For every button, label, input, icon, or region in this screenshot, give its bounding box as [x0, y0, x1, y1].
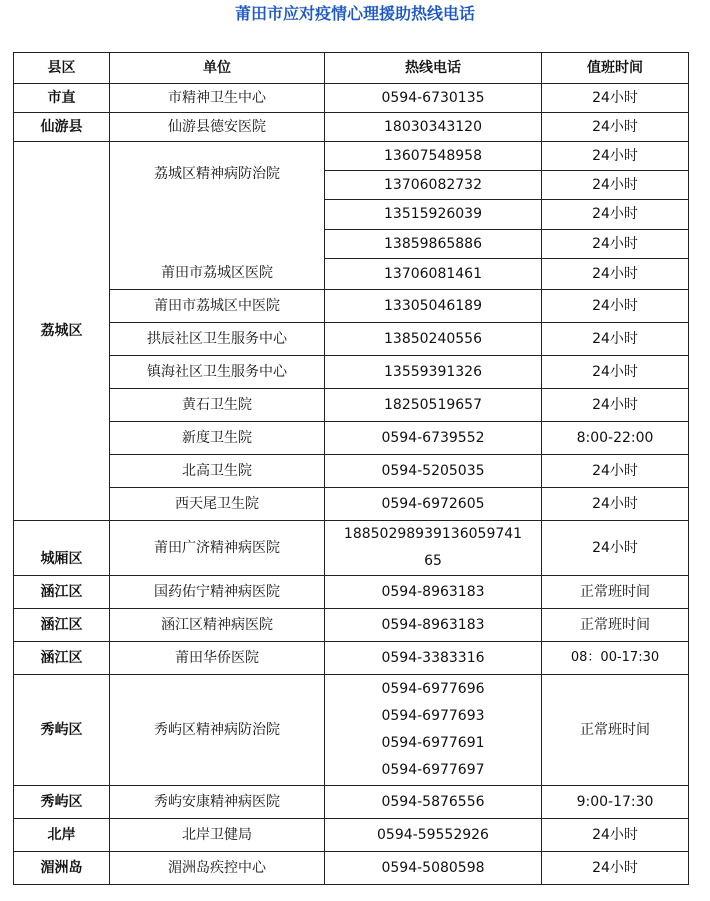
- unit-cell: 黄石卫生院: [110, 389, 325, 422]
- phone-cell: 18250519657: [325, 389, 542, 422]
- table-row: [14, 455, 689, 488]
- time-cell: 24小时: [542, 819, 689, 852]
- time-cell: 24小时: [542, 229, 689, 258]
- table-row: [14, 609, 689, 642]
- unit-cell: 莆田华侨医院: [110, 642, 325, 675]
- county-cell: 秀屿区: [14, 786, 110, 819]
- county-cell: 秀屿区: [14, 675, 110, 786]
- unit-cell: 新度卫生院: [110, 422, 325, 455]
- time-cell: 24小时: [542, 488, 689, 521]
- unit-cell: 国药佑宁精神病医院: [110, 576, 325, 609]
- phone-cell: 13607548958: [325, 142, 542, 171]
- table-row: [14, 389, 689, 422]
- time-cell: 8:00-22:00: [542, 422, 689, 455]
- time-cell: 24小时: [542, 113, 689, 142]
- unit-cell: 秀屿安康精神病医院: [110, 786, 325, 819]
- page-title: 莆田市应对疫情心理援助热线电话: [234, 4, 475, 23]
- unit-cell: 秀屿区精神病防治院: [110, 675, 325, 786]
- time-cell: 24小时: [542, 852, 689, 885]
- hotline-table: [13, 52, 689, 885]
- unit-cell: 涵江区精神病医院: [110, 609, 325, 642]
- table-header-row: [14, 53, 689, 84]
- table-row: [14, 356, 689, 389]
- phone-cell: 0594-5876556: [325, 786, 542, 819]
- county-cell: 北岸: [14, 819, 110, 852]
- unit-cell: 镇海社区卫生服务中心: [110, 356, 325, 389]
- time-cell: 正常班时间: [542, 576, 689, 609]
- table-row: [14, 675, 689, 786]
- county-cell: 涵江区: [14, 576, 110, 609]
- phone-line: 0594-6977691: [381, 735, 485, 751]
- phone-cell: 18030343120: [325, 113, 542, 142]
- time-cell: 24小时: [542, 84, 689, 113]
- phone-cell: 13850240556: [325, 323, 542, 356]
- table-row: [14, 786, 689, 819]
- unit-cell: 拱辰社区卫生服务中心: [110, 323, 325, 356]
- table-row: [14, 488, 689, 521]
- unit-cell: 莆田市荔城区医院: [161, 265, 273, 281]
- table-row: [14, 576, 689, 609]
- phone-cell: [325, 675, 542, 786]
- phone-cell: [325, 521, 542, 576]
- unit-cell: 北岸卫健局: [110, 819, 325, 852]
- time-cell: 9:00-17:30: [542, 786, 689, 819]
- phone-cell: 13706081461: [325, 258, 542, 289]
- time-cell: 24小时: [542, 356, 689, 389]
- county-cell: 湄洲岛: [14, 852, 110, 885]
- time-cell: 24小时: [542, 142, 689, 171]
- unit-cell: 西天尾卫生院: [110, 488, 325, 521]
- unit-cell: 市精神卫生中心: [110, 84, 325, 113]
- time-cell: 24小时: [542, 290, 689, 323]
- time-cell: 正常班时间: [542, 609, 689, 642]
- phone-cell: 0594-6730135: [325, 84, 542, 113]
- county-cell: 市直: [14, 84, 110, 113]
- phone-cell: 0594-5080598: [325, 852, 542, 885]
- phone-cell: 13706082732: [325, 171, 542, 200]
- unit-group-cell: [110, 142, 325, 290]
- table-row: [14, 642, 689, 675]
- table-row: [14, 422, 689, 455]
- time-cell: 24小时: [542, 171, 689, 200]
- phone-cell: 13515926039: [325, 200, 542, 229]
- header-time: 值班时间: [542, 53, 689, 84]
- phone-line: 18850298939136059741: [343, 526, 523, 542]
- phone-line: 0594-6977696: [381, 681, 485, 697]
- time-cell: 24小时: [542, 455, 689, 488]
- unit-cell: 莆田广济精神病医院: [110, 521, 325, 576]
- time-cell: 24小时: [542, 200, 689, 229]
- time-cell: 24小时: [542, 323, 689, 356]
- phone-cell: 13859865886: [325, 229, 542, 258]
- table-row: [14, 819, 689, 852]
- phone-cell: 13559391326: [325, 356, 542, 389]
- table-row: [14, 290, 689, 323]
- phone-line: 65: [424, 553, 442, 569]
- table-row: [14, 84, 689, 113]
- phone-cell: 0594-5205035: [325, 455, 542, 488]
- county-cell: 涵江区: [14, 609, 110, 642]
- unit-cell: 荔城区精神病防治院: [154, 166, 280, 182]
- phone-cell: 0594-59552926: [325, 819, 542, 852]
- phone-cell: 13305046189: [325, 290, 542, 323]
- table-row: [14, 142, 689, 171]
- header-phone: 热线电话: [325, 53, 542, 84]
- table-row: [14, 521, 689, 576]
- phone-cell: 0594-8963183: [325, 609, 542, 642]
- table-row: [14, 323, 689, 356]
- phone-cell: 0594-8963183: [325, 576, 542, 609]
- phone-cell: 0594-3383316: [325, 642, 542, 675]
- header-unit: 单位: [110, 53, 325, 84]
- phone-cell: 0594-6739552: [325, 422, 542, 455]
- phone-line: 0594-6977697: [381, 762, 485, 778]
- unit-cell: 湄洲岛疾控中心: [110, 852, 325, 885]
- table-row: [14, 852, 689, 885]
- unit-cell: 仙游县德安医院: [110, 113, 325, 142]
- county-cell: 仙游县: [14, 113, 110, 142]
- county-cell: 荔城区: [14, 142, 110, 521]
- time-cell: 正常班时间: [542, 675, 689, 786]
- phone-line: 0594-6977693: [381, 708, 485, 724]
- time-cell: 24小时: [542, 521, 689, 576]
- unit-cell: 莆田市荔城区中医院: [110, 290, 325, 323]
- county-cell: 涵江区: [14, 642, 110, 675]
- time-cell: 24小时: [542, 258, 689, 289]
- time-cell: 24小时: [542, 389, 689, 422]
- unit-cell: 北高卫生院: [110, 455, 325, 488]
- table-row: [14, 113, 689, 142]
- phone-cell: 0594-6972605: [325, 488, 542, 521]
- county-cell: 城厢区: [14, 521, 110, 576]
- header-county: 县区: [14, 53, 110, 84]
- time-cell: 08：00-17:30: [542, 642, 689, 675]
